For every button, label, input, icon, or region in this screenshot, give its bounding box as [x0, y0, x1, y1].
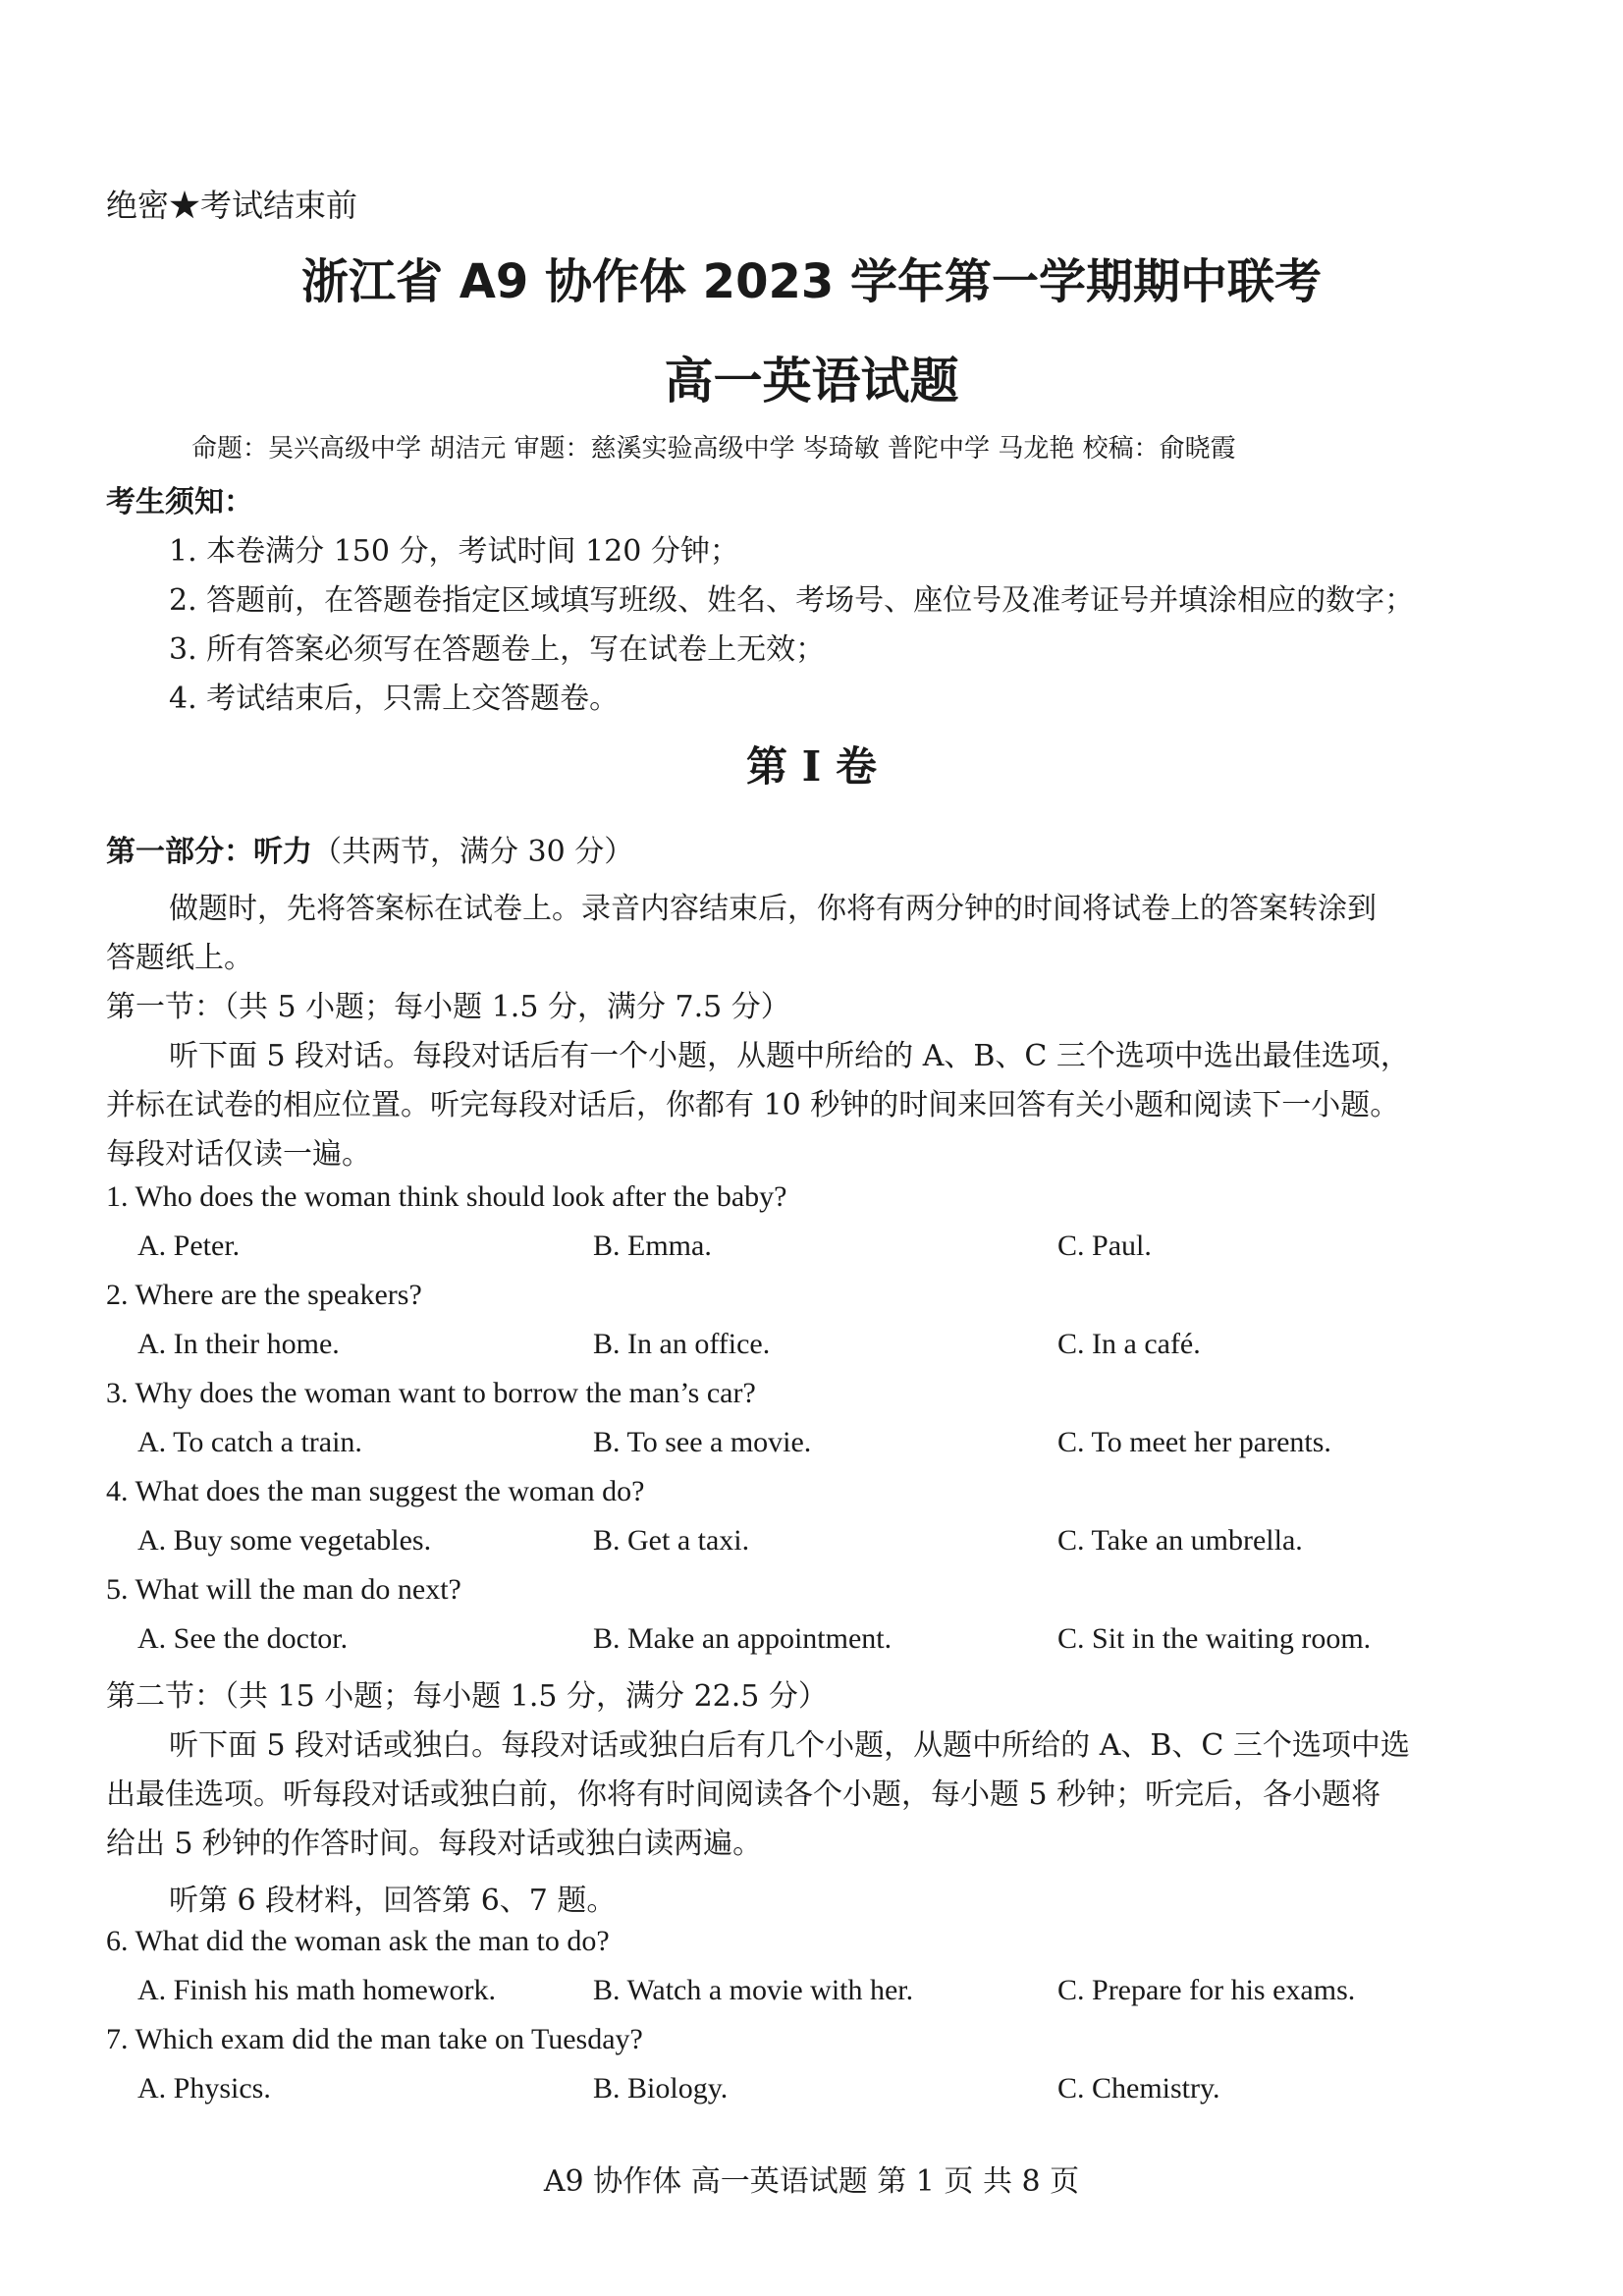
option-b: B. Make an appointment.	[593, 1622, 893, 1655]
exam-subtitle: 高一英语试题	[664, 353, 959, 410]
notice-item: 1. 本卷满分 150 分，考试时间 120 分钟；	[169, 534, 739, 569]
question-6: 6. What did the woman ask the man to do?	[106, 1925, 610, 1957]
question-5: 5. What will the man do next?	[106, 1573, 461, 1606]
question-7: 7. Which exam did the man take on Tuesday?	[106, 2023, 643, 2055]
section1-heading: 第一节：（共 5 小题；每小题 1.5 分，满分 7.5 分）	[106, 990, 790, 1024]
option-b: B. Emma.	[593, 1230, 712, 1262]
notice-item: 4. 考试结束后，只需上交答题卷。	[169, 682, 620, 716]
option-c: C. To meet her parents.	[1057, 1426, 1331, 1458]
section1-instructions: 听下面 5 段对话。每段对话后有一个小题，从题中所给的 A、B、C 三个选项中选出最佳选项，	[169, 1039, 1410, 1073]
option-a: A. See the doctor.	[137, 1622, 349, 1655]
option-c: C. Chemistry.	[1057, 2072, 1220, 2105]
section2-instructions: 给出 5 秒钟的作答时间。每段对话或独白读两遍。	[106, 1827, 763, 1861]
notice-item: 2. 答题前，在答题卷指定区域填写班级、姓名、考场号、座位号及准考证号并填涂相应的数字；	[169, 583, 1415, 618]
option-c: C. Paul.	[1057, 1230, 1152, 1262]
option-a: A. To catch a train.	[137, 1426, 362, 1458]
notice-heading: 考生须知：	[106, 485, 253, 519]
section2-instructions: 出最佳选项。听每段对话或独白前，你将有时间阅读各个小题，每小题 5 秒钟；听完后，各小题将	[106, 1777, 1381, 1812]
credits-line: 命题：吴兴高级中学 胡洁元 审题：慈溪实验高级中学 岑琦敏 普陀中学 马龙艳 校稿：俞晓霞	[191, 434, 1236, 464]
question-4: 4. What does the man suggest the woman do?	[106, 1475, 645, 1507]
option-c: C. Sit in the waiting room.	[1057, 1622, 1372, 1655]
exam-title: 浙江省 A9 协作体 2023 学年第一学期期中联考	[301, 254, 1322, 309]
part1-heading-rest: （共两节，满分 30 分）	[312, 835, 634, 869]
option-c: C. In a café.	[1057, 1328, 1201, 1360]
part1-intro: 答题纸上。	[106, 941, 253, 975]
part1-heading-bold: 第一部分：听力	[106, 835, 312, 869]
option-a: A. In their home.	[137, 1328, 340, 1360]
option-b: B. Watch a movie with her.	[593, 1974, 914, 2006]
question-2: 2. Where are the speakers?	[106, 1279, 422, 1311]
part1-intro: 做题时，先将答案标在试卷上。录音内容结束后，你将有两分钟的时间将试卷上的答案转涂到	[169, 892, 1377, 926]
question-1: 1. Who does the woman think should look after the baby?	[106, 1180, 787, 1213]
section1-instructions: 每段对话仅读一遍。	[106, 1137, 371, 1172]
section2-heading: 第二节：（共 15 小题；每小题 1.5 分，满分 22.5 分）	[106, 1679, 828, 1714]
page-footer: A9 协作体 高一英语试题 第 1 页 共 8 页	[543, 2164, 1080, 2199]
option-a: A. Peter.	[137, 1230, 241, 1262]
material-6-instruction: 听第 6 段材料，回答第 6、7 题。	[169, 1884, 617, 1918]
question-3: 3. Why does the woman want to borrow the man’s car?	[106, 1377, 756, 1409]
option-b: B. In an office.	[593, 1328, 771, 1360]
option-a: A. Finish his math homework.	[137, 1974, 496, 2006]
option-b: B. Get a taxi.	[593, 1524, 750, 1557]
option-c: C. Prepare for his exams.	[1057, 1974, 1356, 2006]
section2-instructions: 听下面 5 段对话或独白。每段对话或独白后有几个小题，从题中所给的 A、B、C 三个选项中选	[169, 1728, 1410, 1763]
option-a: A. Buy some vegetables.	[137, 1524, 432, 1557]
part1-heading	[106, 827, 633, 870]
option-b: B. Biology.	[593, 2072, 729, 2105]
confidential-label: 绝密★考试结束前	[106, 187, 358, 224]
volume-title: 第 I 卷	[746, 742, 877, 791]
option-c: C. Take an umbrella.	[1057, 1524, 1303, 1557]
option-a: A. Physics.	[137, 2072, 271, 2105]
notice-item: 3. 所有答案必须写在答题卷上，写在试卷上无效；	[169, 632, 826, 667]
section1-instructions: 并标在试卷的相应位置。听完每段对话后，你都有 10 秒钟的时间来回答有关小题和阅读下一小题。	[106, 1088, 1400, 1122]
option-b: B. To see a movie.	[593, 1426, 812, 1458]
